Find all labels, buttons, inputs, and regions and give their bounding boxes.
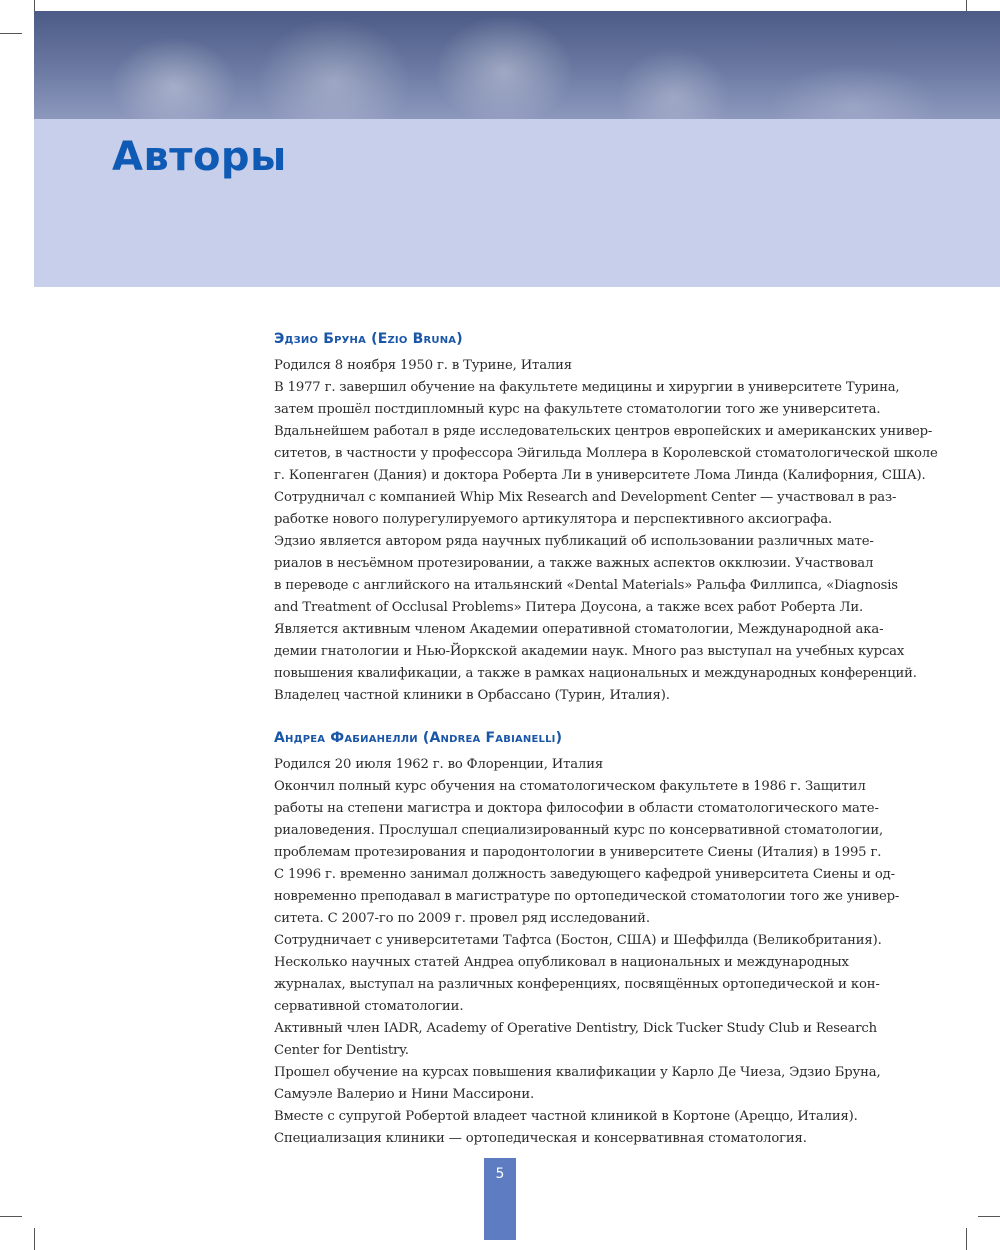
bio-line: сервативной стоматологии. <box>274 999 464 1014</box>
crop-mark <box>0 33 22 34</box>
bio-line: Окончил полный курс обучения на стоматологическом факультете в 1986 г. Защитил <box>274 779 866 794</box>
author-bio <box>274 754 900 1150</box>
bio-line: Специализация клиники — ортопедическая и консервативная стоматология. <box>274 1131 807 1146</box>
bio-line: в переводе с английского на итальянский «Dental Materials» Ральфа Филлипса, «Diagnosis <box>274 578 898 593</box>
bio-line: затем прошёл постдипломный курс на факультете стоматологии того же университета. <box>274 402 881 417</box>
crop-mark <box>966 1228 967 1250</box>
bio-line: повышения квалификации, а также в рамках национальных и международных конференций. <box>274 666 917 681</box>
page-number: 5 <box>495 1166 505 1182</box>
author-block <box>274 326 938 707</box>
bio-line: Вместе с супругой Робертой владеет частной клиникой в Кортоне (Ареццо, Италия). <box>274 1109 858 1124</box>
bio-line: Активный член IADR, Academy of Operative Dentistry, Dick Tucker Study Club и Research <box>274 1021 877 1036</box>
author-block <box>274 725 900 1150</box>
bio-line: Center for Dentistry. <box>274 1043 409 1058</box>
crop-mark <box>0 1216 22 1217</box>
page-title: Авторы <box>112 134 287 180</box>
bio-line: работке нового полурегулируемого артикулятора и перспективного аксиографа. <box>274 512 833 527</box>
bio-line: работы на степени магистра и доктора философии в области стоматологического мате- <box>274 801 879 816</box>
bio-line: Родился 20 июля 1962 г. во Флоренции, Италия <box>274 757 604 772</box>
bio-line: журналах, выступал на различных конференциях, посвящённых ортопедической и кон- <box>274 977 880 992</box>
bio-line: новременно преподавал в магистратуре по ортопедической стоматологии того же универ- <box>274 889 900 904</box>
bio-line: проблемам протезирования и пародонтологии в университете Сиены (Италия) в 1995 г. <box>274 845 882 860</box>
author-name: Андреа Фабианелли (Andrea Fabianelli) <box>274 730 563 746</box>
header-photo <box>34 11 1000 119</box>
bio-line: Самуэле Валерио и Нини Массирони. <box>274 1087 534 1102</box>
bio-line: Несколько научных статей Андреа опубликовал в национальных и международных <box>274 955 849 970</box>
bio-line: Сотрудничает с университетами Тафтса (Бостон, США) и Шеффилда (Великобритания). <box>274 933 882 948</box>
bio-line: Эдзио является автором ряда научных публикаций об использовании различных мате- <box>274 534 874 549</box>
bio-line: г. Копенгаген (Дания) и доктора Роберта Ли в университете Лома Линда (Калифорния, США). <box>274 468 926 483</box>
bio-line: риаловедения. Прослушал специализированный курс по консервативной стоматологии, <box>274 823 884 838</box>
page-number-tab <box>484 1158 516 1240</box>
crop-mark <box>978 1216 1000 1217</box>
bio-line: Владелец частной клиники в Орбассано (Турин, Италия). <box>274 688 670 703</box>
bio-line: Является активным членом Академии оперативной стоматологии, Международной ака- <box>274 622 884 637</box>
bio-line: В 1977 г. завершил обучение на факультете медицины и хирургии в университете Турина, <box>274 380 900 395</box>
bio-line: демии гнатологии и Нью-Йоркской академии наук. Много раз выступал на учебных курсах <box>274 644 905 659</box>
bio-line: Вдальнейшем работал в ряде исследовательских центров европейских и американских универ- <box>274 424 933 439</box>
bio-line: риалов в несъёмном протезировании, а также важных аспектов окклюзии. Участвовал <box>274 556 874 571</box>
author-name: Эдзио Бруна (Ezio Bruna) <box>274 331 463 347</box>
author-bio <box>274 355 938 707</box>
bio-line: and Treatment of Occlusal Problems» Питера Доусона, а также всех работ Роберта Ли. <box>274 600 864 615</box>
bio-line: С 1996 г. временно занимал должность заведующего кафедрой университета Сиены и од- <box>274 867 895 882</box>
authors-section <box>274 326 938 1168</box>
bio-line: ситета. С 2007-го по 2009 г. провел ряд исследований. <box>274 911 650 926</box>
crop-mark <box>34 1228 35 1250</box>
bio-line: Прошел обучение на курсах повышения квалификации у Карло Де Чиеза, Эдзио Бруна, <box>274 1065 881 1080</box>
bio-line: ситетов, в частности у профессора Эйгильда Моллера в Королевской стоматологической школе <box>274 446 938 461</box>
bio-line: Родился 8 ноября 1950 г. в Турине, Италия <box>274 358 572 373</box>
bio-line: Сотрудничал с компанией Whip Mix Research and Development Center — участвовал в раз- <box>274 490 897 505</box>
